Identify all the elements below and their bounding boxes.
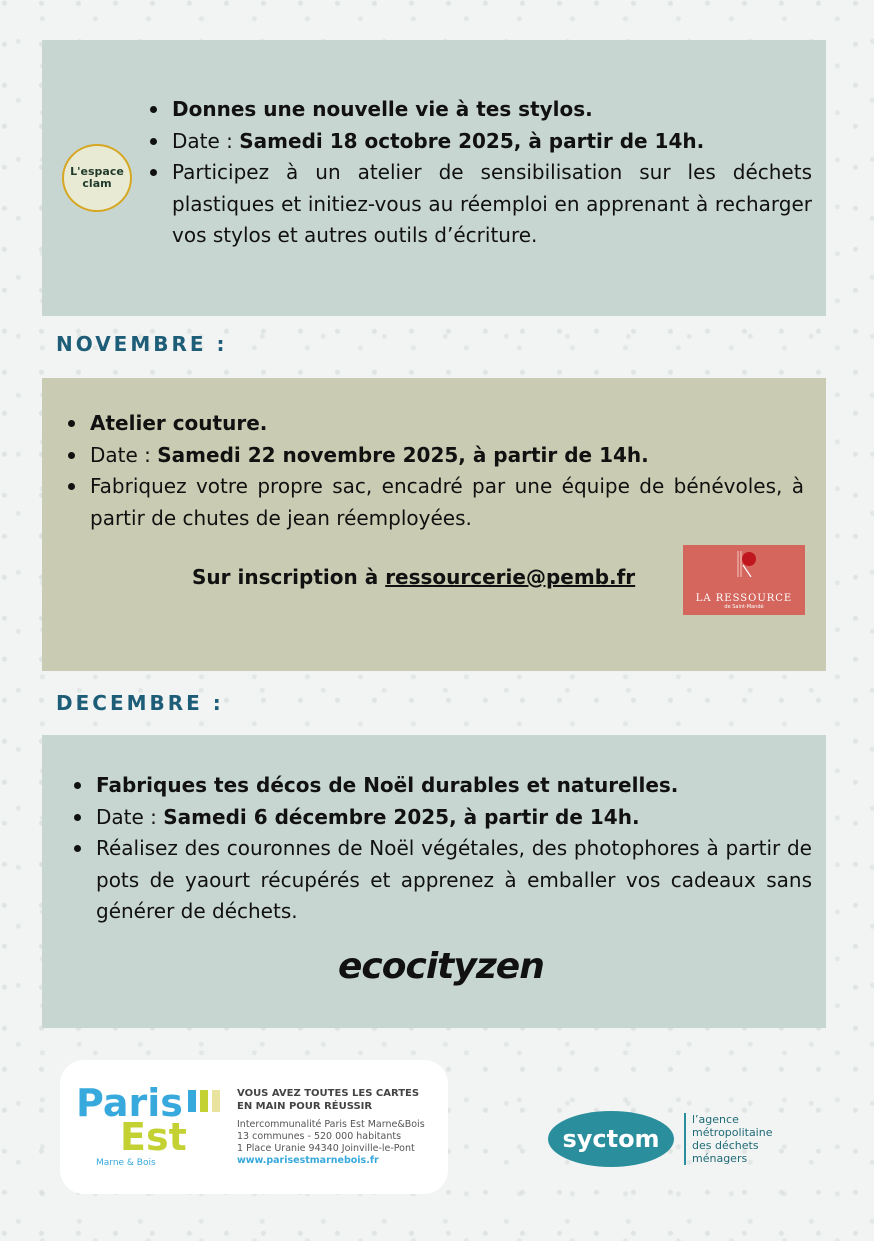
color-bars-icon [188,1090,228,1112]
paris-est-info: VOUS AVEZ TOUTES LES CARTES EN MAIN POUR RÉUSSIR Intercommunalité Paris Est Marne&Bois 13 communes - 520 000 habitants 1 Place Uranie 94340 Joinville-le-Pont www.parisestmarnebois.fr [237,1087,442,1167]
october-event-list [146,94,812,252]
december-event-list [70,770,812,928]
list-item: Fabriques tes décos de Noël durables et naturelles. [70,770,812,802]
syctom-logo: syctom [548,1111,674,1167]
november-event-list [64,408,804,534]
list-item: Fabriquez votre propre sac, encadré par une équipe de bénévoles, à partir de chutes de jean réemployées. [64,471,804,534]
la-ressource-logo: LA RESSOURCE de Saint-Mandé [683,545,805,615]
syctom-tagline: l’agence métropolitaine des déchets ménagers [684,1113,772,1165]
ecocityzen-logo: ecocityzen [338,946,544,987]
november-heading: NOVEMBRE : [56,332,228,356]
paris-est-website-link[interactable]: www.parisestmarnebois.fr [237,1155,379,1166]
paris-est-logo: Paris Est Marne & Bois [76,1081,187,1168]
list-item: Participez à un atelier de sensibilisation sur les déchets plastiques et initiez-vous au réemploi en apprenant à recharger vos stylos et autres outils d’écriture. [146,157,812,252]
ressource-mark-icon [735,551,757,577]
inscription-email-link[interactable]: ressourcerie@pemb.fr [385,565,636,589]
list-item: Réalisez des couronnes de Noël végétales, des photophores à partir de pots de yaourt récupérés et apprenez à emballer vos cadeaux sans générer de déchets. [70,833,812,928]
list-item: Atelier couture. [64,408,804,440]
espace-clam-logo: L'espace clam [62,144,132,212]
inscription-line: Sur inscription à ressourcerie@pemb.fr [192,565,636,589]
list-item: Date : Samedi 6 décembre 2025, à partir de 14h. [70,802,812,834]
list-item: Donnes une nouvelle vie à tes stylos. [146,94,812,126]
list-item: Date : Samedi 22 novembre 2025, à partir de 14h. [64,440,804,472]
list-item: Date : Samedi 18 octobre 2025, à partir de 14h. [146,126,812,158]
december-heading: DECEMBRE : [56,691,224,715]
